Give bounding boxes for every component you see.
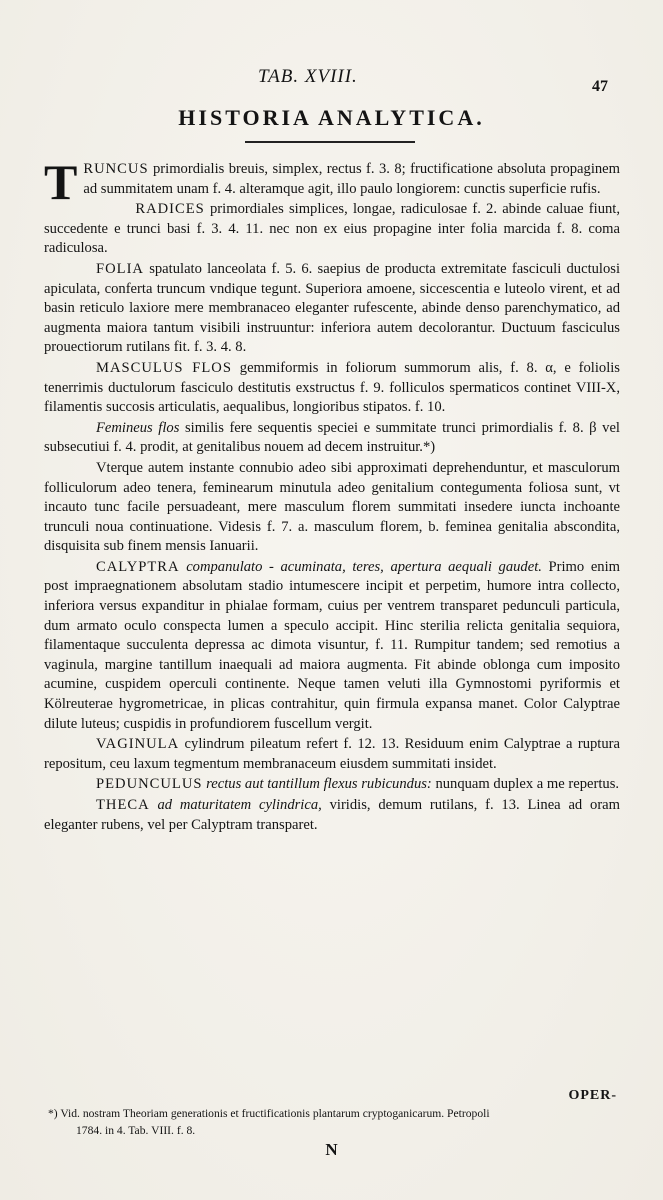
catchword: OPER- [568,1088,617,1103]
section-head: FOLIA [96,260,144,277]
paragraph-body: spatulato lanceolata f. 5. 6. saepius de producta extremitate fasciculi ductulosi apiculata, conferta truncum vndique tegunt. Superiora amoene, siccescentia e luteolo virent, et ad basin reticulo laxiore mere membranaceo eleganter rufescente, abinde denso parenchymatico, ad augmenta maiora tantum visibili instruuntur: inferiora autem decolorantur. Ductuum fasciculus prouectiorum rutilans fit. f. 3. 4. 8. [44,260,620,356]
page-number: 47 [592,78,608,95]
paragraph-body: primordiales simplices, longae, radiculosae f. 2. abinde caluae fiunt, succedente e trunci basi f. 3. 4. 11. nec non ex eius propagine inter folia marcida f. 8. coma radiculosa. [44,201,620,257]
drop-cap: T [44,154,78,210]
paragraph-body: cylindrum pileatum refert f. 12. 13. Residuum enim Calyptrae a ruptura repositum, ceu laxum tegmentum membranaceum eiusdem summitati insidet. [44,736,620,772]
title-underline [245,141,415,143]
paragraph-body: gemmiformis in foliorum summorum alis, f. 8. α, e foliolis tenerrimis ductulorum fasciculo destitutis exstructus f. 9. folliculos spermaticos continet VIII-X, filamentis succosis articulatis, aequalibus, longioribus stipatos. f. 10. [44,359,620,416]
section-head-italic: ad maturitatem cylindrica, [149,797,322,813]
section-head: RUNCUS [83,161,149,177]
signature-mark: N [325,1140,338,1159]
section-head-italic: rectus aut tantillum flexus rubicundus: [202,776,432,793]
main-text [44,154,621,836]
paragraph-masculus [44,359,620,418]
paragraph-pedunculus [44,775,620,795]
paragraph-body: primordialis breuis, simplex, rectus f. 3. 8; fructificatione absoluta propaginem ad summitatem unam f. 4. alteramque agit, illo paulo longiorem: cunctis superficie rufis. [83,161,620,197]
footnote-line: *) Vid. nostram Theoriam generationis et fructificationis plantarum cryptoganicarum. Petropoli [48,1107,490,1120]
section-head: VAGINULA [96,736,180,753]
paragraph-theca [44,796,620,835]
paragraph-body: viridis, demum rutilans, f. 13. Linea ad oram eleganter rubens, vel per Calyptram transparet. [44,797,621,833]
footnote-line: 1784. in 4. Tab. VIII. f. 8. [76,1124,196,1137]
paragraph-radices [44,200,620,259]
section-head: RADICES [135,201,205,218]
footnote [48,1105,628,1139]
paragraph-body: Vterque autem instante connubio adeo sibi approximati deprehenduntur, et masculorum folliculorum adeo tenera, feminearum minutula adeo genitalium contegumenta foliosa sunt, vt incauto tunc facile persuadeant, mere masculum florem summitati insedere iuncta inchoante trunculi noua continuatione. Videsis f. 7. a. masculum florem, b. feminea genitalia abscondita, disquisita sub finem mensis Ianuarii. [44,459,620,555]
paragraph-calyptra [44,558,620,734]
paragraph-vterque [44,459,620,557]
paragraph-femineus [44,419,620,458]
paragraph-body: similis fere sequentis speciei e summitate trunci primordialis f. 8. β vel subsecutiui f. 4. prodit, at genitalibus nouem ad decem instruitur.*) [44,419,620,456]
running-header [0,66,663,95]
section-head: PEDUNCULUS [96,776,203,793]
paragraph-vaginula [44,735,620,774]
paragraph-body: Primo enim post impraegnationem absolutam stadio intumescere incipit et perpetim, humore intra collecto, inferiora versus expanditur in phialae formam, cuius per ventrem transparet pedunculi particula, dum armato oculo conspecta lumen a speculo accipit. Hinc sterilia relicta genitalia sequiora, filamentaque succulenta depressa ac dimota visuntur, f. 11. Rumpitur tandem; sed remotius a vaginula, margine tantillum inaequali ad maiora augmenta. Fit abinde oblonga cum imposito acumine, cuspidem operculi continente. Neque tamen veluti illa Gymnostomi pyriformis et Kölreuterae hygrometricae, in plicas contrahitur, quin firmula expansa manet. Color Calyptrae dilute luteus; cuspidis in profundiorem fuscellum vergit. [44,558,620,732]
plate-label: TAB. XVIII. [258,66,358,87]
section-head: CALYPTRA [96,558,180,575]
page-title: HISTORIA ANALYTICA. [178,105,485,130]
paragraph-folia [44,260,620,358]
section-head-italic: companulato - acuminata, teres, apertura aequali gaudet. [179,558,542,575]
section-head: MASCULUS FLOS [96,359,232,376]
section-head: THECA [96,797,150,813]
paragraph-body: nunquam duplex a me repertus. [431,776,620,793]
section-head: Femineus flos [96,419,180,436]
